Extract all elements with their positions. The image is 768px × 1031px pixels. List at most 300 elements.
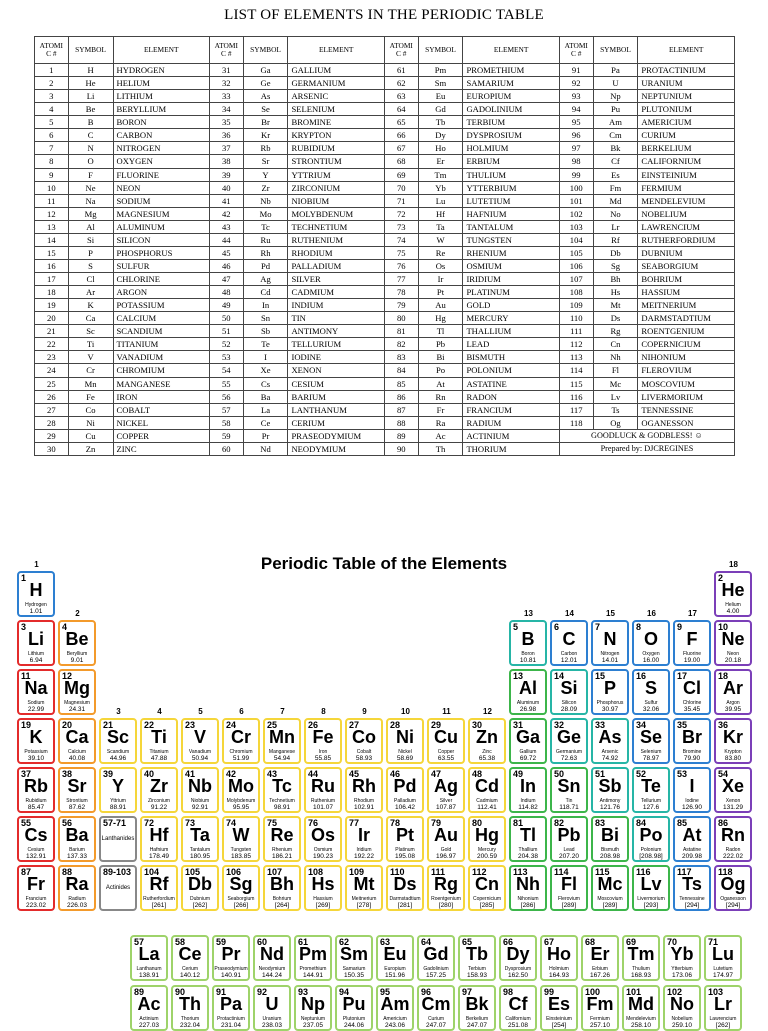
symbol: Cf <box>593 155 638 168</box>
atomic-number: 35 <box>209 116 243 129</box>
table-row <box>35 168 735 181</box>
element-cell-se[interactable] <box>632 718 670 764</box>
atomic-mass: 63.55 <box>437 755 455 762</box>
element-name: AMERICIUM <box>638 116 735 129</box>
element-cell-zr[interactable] <box>140 767 178 813</box>
atomic-number: 95 <box>559 116 593 129</box>
atomic-mass: 91.22 <box>150 804 168 811</box>
atomic-number: 39 <box>103 769 114 779</box>
element-cell-ru[interactable] <box>304 767 342 813</box>
table-row <box>35 286 735 299</box>
element-cell-ce[interactable] <box>171 935 209 981</box>
element-name: Tantalum <box>189 847 211 853</box>
element-cell-ds[interactable] <box>386 865 424 911</box>
element-symbol: Ba <box>65 825 89 845</box>
symbol: Fl <box>593 364 638 377</box>
element-name: Thorium <box>180 1016 200 1022</box>
element-cell-n[interactable] <box>591 620 629 666</box>
element-name: CHLORINE <box>113 273 209 286</box>
symbol: W <box>418 233 463 246</box>
element-cell-bh[interactable] <box>263 865 301 911</box>
element-name: Platinum <box>395 847 415 853</box>
element-cell-cl[interactable] <box>673 669 711 715</box>
element-name: Zirconium <box>148 798 170 804</box>
element-cell-cu[interactable] <box>427 718 465 764</box>
element-symbol: Yb <box>670 944 694 964</box>
element-name: ALUMINUM <box>113 220 209 233</box>
element-symbol: Ce <box>178 944 202 964</box>
element-cell-cm[interactable] <box>417 985 455 1031</box>
group-label-3: 3 <box>116 707 121 716</box>
atomic-number: 73 <box>384 220 418 233</box>
lanthanides-reference-cell[interactable] <box>99 816 137 862</box>
element-name: Radon <box>725 847 741 853</box>
actinides-reference-cell[interactable] <box>99 865 137 911</box>
symbol: Gd <box>418 103 463 116</box>
table-row <box>35 351 735 364</box>
element-cell-er[interactable] <box>581 935 619 981</box>
element-cell-w[interactable] <box>222 816 260 862</box>
atomic-mass: 164.93 <box>549 972 569 979</box>
element-cell-ni[interactable] <box>386 718 424 764</box>
atomic-number: 40 <box>209 181 243 194</box>
element-symbol: P <box>603 678 616 698</box>
symbol: Mn <box>68 377 113 390</box>
element-cell-o[interactable] <box>632 620 670 666</box>
element-cell-ca[interactable] <box>58 718 96 764</box>
element-name: BERKELIUM <box>638 142 735 155</box>
element-cell-th[interactable] <box>171 985 209 1031</box>
atomic-mass: 87.62 <box>68 804 86 811</box>
element-name: HOLMIUM <box>463 142 559 155</box>
element-cell-cs[interactable] <box>17 816 55 862</box>
element-symbol: Nd <box>260 944 284 964</box>
element-cell-k[interactable] <box>17 718 55 764</box>
element-cell-sn[interactable] <box>550 767 588 813</box>
element-cell-p[interactable] <box>591 669 629 715</box>
element-symbol: Cm <box>421 994 451 1014</box>
element-cell-kr[interactable] <box>714 718 752 764</box>
element-cell-fl[interactable] <box>550 865 588 911</box>
atomic-mass: 140.12 <box>180 972 200 979</box>
symbol: I <box>243 351 288 364</box>
element-name: POTASSIUM <box>113 299 209 312</box>
atomic-number: 85 <box>677 818 688 828</box>
symbol: Ta <box>418 220 463 233</box>
element-name: Lead <box>563 847 575 853</box>
element-cell-zn[interactable] <box>468 718 506 764</box>
element-name: Niobium <box>190 798 210 804</box>
element-cell-sc[interactable] <box>99 718 137 764</box>
element-name: Magnesium <box>64 700 90 706</box>
element-cell-co[interactable] <box>345 718 383 764</box>
element-cell-pb[interactable] <box>550 816 588 862</box>
element-cell-ne[interactable] <box>714 620 752 666</box>
element-cell-rh[interactable] <box>345 767 383 813</box>
atomic-mass: [269] <box>315 902 331 909</box>
table-header-row <box>35 37 735 64</box>
atomic-number: 27 <box>35 403 69 416</box>
element-cell-og[interactable] <box>714 865 752 911</box>
symbol: Re <box>418 246 463 259</box>
element-name: BERYLLIUM <box>113 103 209 116</box>
element-cell-md[interactable] <box>622 985 660 1031</box>
element-cell-bk[interactable] <box>458 985 496 1031</box>
atomic-mass: 244.06 <box>344 1022 364 1029</box>
element-cell-pu[interactable] <box>335 985 373 1031</box>
symbol: Po <box>418 364 463 377</box>
symbol: Cd <box>243 286 288 299</box>
element-cell-mg[interactable] <box>58 669 96 715</box>
element-name: HASSIUM <box>638 286 735 299</box>
atomic-mass: 258.10 <box>631 1022 651 1029</box>
element-symbol: Rh <box>352 776 376 796</box>
element-cell-ta[interactable] <box>181 816 219 862</box>
element-cell-v[interactable] <box>181 718 219 764</box>
element-cell-la[interactable] <box>130 935 168 981</box>
atomic-number: 75 <box>267 818 278 828</box>
atomic-number: 85 <box>384 377 418 390</box>
header-atomic-number: ATOMI C # <box>384 37 418 64</box>
element-cell-pd[interactable] <box>386 767 424 813</box>
table-row <box>35 246 735 259</box>
table-row <box>35 103 735 116</box>
atomic-number: 53 <box>677 769 688 779</box>
symbol: Mg <box>68 207 113 220</box>
element-cell-gd[interactable] <box>417 935 455 981</box>
atomic-number: 114 <box>559 364 593 377</box>
atomic-mass: 28.09 <box>560 706 578 713</box>
symbol: Sg <box>593 259 638 272</box>
atomic-number: 56 <box>209 390 243 403</box>
element-cell-mt[interactable] <box>345 865 383 911</box>
atomic-mass: 85.47 <box>27 804 45 811</box>
symbol: U <box>593 77 638 90</box>
element-symbol: Ca <box>65 727 89 747</box>
atomic-number: 67 <box>544 937 555 947</box>
atomic-number: 10 <box>35 181 69 194</box>
element-name: Ruthenium <box>310 798 336 804</box>
element-symbol: Sg <box>229 874 253 894</box>
element-name: Dysprosium <box>504 966 532 972</box>
element-cell-sm[interactable] <box>335 935 373 981</box>
atomic-mass: 232.04 <box>180 1022 200 1029</box>
element-symbol: Md <box>628 994 654 1014</box>
atomic-number: 94 <box>339 987 350 997</box>
element-cell-mn[interactable] <box>263 718 301 764</box>
element-symbol: Bk <box>465 994 489 1014</box>
element-cell-in[interactable] <box>509 767 547 813</box>
element-name: Copernicium <box>472 896 502 902</box>
element-cell-b[interactable] <box>509 620 547 666</box>
atomic-number: 4 <box>35 103 69 116</box>
element-cell-sr[interactable] <box>58 767 96 813</box>
element-cell-cf[interactable] <box>499 985 537 1031</box>
atomic-number: 110 <box>559 312 593 325</box>
element-name: ZINC <box>113 442 209 455</box>
element-cell-re[interactable] <box>263 816 301 862</box>
element-name: Manganese <box>268 749 296 755</box>
element-cell-ti[interactable] <box>140 718 178 764</box>
element-name: Hafnium <box>149 847 169 853</box>
group-label-17: 17 <box>688 609 697 618</box>
element-cell-tm[interactable] <box>622 935 660 981</box>
atomic-number: 38 <box>209 155 243 168</box>
element-name: Cobalt <box>356 749 372 755</box>
element-cell-be[interactable] <box>58 620 96 666</box>
element-cell-i[interactable] <box>673 767 711 813</box>
element-cell-si[interactable] <box>550 669 588 715</box>
symbol: Te <box>243 338 288 351</box>
element-cell-bi[interactable] <box>591 816 629 862</box>
element-cell-os[interactable] <box>304 816 342 862</box>
element-symbol: Mg <box>64 678 90 698</box>
element-cell-tc[interactable] <box>263 767 301 813</box>
element-symbol: Db <box>188 874 212 894</box>
atomic-number: 43 <box>267 769 278 779</box>
element-name: Technetium <box>269 798 295 804</box>
symbol: Pt <box>418 286 463 299</box>
element-name: Meitnerium <box>351 896 377 902</box>
element-cell-mo[interactable] <box>222 767 260 813</box>
element-cell-he[interactable] <box>714 571 752 617</box>
element-symbol: Co <box>352 727 376 747</box>
element-cell-c[interactable] <box>550 620 588 666</box>
element-cell-u[interactable] <box>253 985 291 1031</box>
atomic-mass: 35.45 <box>683 706 701 713</box>
element-name: Nihonium <box>517 896 539 902</box>
element-cell-sb[interactable] <box>591 767 629 813</box>
element-cell-nd[interactable] <box>253 935 291 981</box>
element-cell-br[interactable] <box>673 718 711 764</box>
atomic-number: 33 <box>595 720 606 730</box>
element-cell-yb[interactable] <box>663 935 701 981</box>
element-cell-y[interactable] <box>99 767 137 813</box>
element-cell-te[interactable] <box>632 767 670 813</box>
element-cell-fr[interactable] <box>17 865 55 911</box>
element-name: HELIUM <box>113 77 209 90</box>
element-cell-ac[interactable] <box>130 985 168 1031</box>
atomic-mass: 222.02 <box>723 853 743 860</box>
element-name: NIHONIUM <box>638 351 735 364</box>
element-name: DARMSTADTIUM <box>638 312 735 325</box>
atomic-number: 77 <box>349 818 360 828</box>
element-cell-rn[interactable] <box>714 816 752 862</box>
atomic-number: 20 <box>62 720 73 730</box>
element-cell-rf[interactable] <box>140 865 178 911</box>
element-cell-es[interactable] <box>540 985 578 1031</box>
element-name: Yttrium <box>110 798 126 804</box>
element-cell-pa[interactable] <box>212 985 250 1031</box>
element-cell-sg[interactable] <box>222 865 260 911</box>
atomic-number: 3 <box>21 622 27 632</box>
atomic-number: 88 <box>384 416 418 429</box>
atomic-number: 31 <box>513 720 524 730</box>
atomic-number: 98 <box>559 155 593 168</box>
element-cell-pr[interactable] <box>212 935 250 981</box>
element-cell-tl[interactable] <box>509 816 547 862</box>
element-cell-ho[interactable] <box>540 935 578 981</box>
element-cell-am[interactable] <box>376 985 414 1031</box>
atomic-number: 113 <box>559 351 593 364</box>
element-cell-ir[interactable] <box>345 816 383 862</box>
atomic-number: 40 <box>144 769 155 779</box>
element-cell-ts[interactable] <box>673 865 711 911</box>
element-symbol: Ne <box>721 629 745 649</box>
symbol: In <box>243 299 288 312</box>
element-cell-dy[interactable] <box>499 935 537 981</box>
element-cell-no[interactable] <box>663 985 701 1031</box>
element-cell-rb[interactable] <box>17 767 55 813</box>
element-name: CALCIUM <box>113 312 209 325</box>
atomic-number: 93 <box>559 90 593 103</box>
atomic-number: 68 <box>585 937 596 947</box>
element-cell-ge[interactable] <box>550 718 588 764</box>
element-name: Mendelevium <box>626 1016 656 1022</box>
element-cell-mc[interactable] <box>591 865 629 911</box>
element-cell-np[interactable] <box>294 985 332 1031</box>
element-name: CHROMIUM <box>113 364 209 377</box>
element-name: GALLIUM <box>288 64 384 77</box>
element-cell-cr[interactable] <box>222 718 260 764</box>
element-cell-pm[interactable] <box>294 935 332 981</box>
atomic-mass: [294] <box>725 902 741 909</box>
atomic-number: 90 <box>175 987 186 997</box>
element-cell-ga[interactable] <box>509 718 547 764</box>
atomic-mass: 78.97 <box>642 755 660 762</box>
element-symbol: Tm <box>627 944 655 964</box>
atomic-number: 81 <box>513 818 524 828</box>
atomic-mass: 132.91 <box>26 853 46 860</box>
element-cell-au[interactable] <box>427 816 465 862</box>
element-cell-tb[interactable] <box>458 935 496 981</box>
atomic-number: 59 <box>209 429 243 442</box>
element-cell-as[interactable] <box>591 718 629 764</box>
element-cell-ra[interactable] <box>58 865 96 911</box>
element-cell-lu[interactable] <box>704 935 742 981</box>
element-cell-xe[interactable] <box>714 767 752 813</box>
atomic-number: 10 <box>718 622 729 632</box>
group-label-9: 9 <box>362 707 367 716</box>
element-cell-hs[interactable] <box>304 865 342 911</box>
element-symbol: Hs <box>311 874 335 894</box>
symbol: Ne <box>68 181 113 194</box>
element-cell-at[interactable] <box>673 816 711 862</box>
atomic-number: 80 <box>384 312 418 325</box>
element-name: NITROGEN <box>113 142 209 155</box>
atomic-number: 104 <box>144 867 160 877</box>
element-cell-ag[interactable] <box>427 767 465 813</box>
atomic-number: 103 <box>559 220 593 233</box>
element-cell-ar[interactable] <box>714 669 752 715</box>
element-cell-cd[interactable] <box>468 767 506 813</box>
header-element: ELEMENT <box>288 37 384 64</box>
atomic-number: 9 <box>677 622 683 632</box>
element-cell-cn[interactable] <box>468 865 506 911</box>
symbol: Rf <box>593 233 638 246</box>
atomic-number: 44 <box>308 769 319 779</box>
element-cell-s[interactable] <box>632 669 670 715</box>
atomic-number: 82 <box>554 818 565 828</box>
header-element: ELEMENT <box>113 37 209 64</box>
element-cell-nh[interactable] <box>509 865 547 911</box>
atomic-number: 21 <box>35 325 69 338</box>
atomic-mass: 178.49 <box>149 853 169 860</box>
element-name: Sulfur <box>644 700 658 706</box>
atomic-number: 24 <box>226 720 237 730</box>
element-symbol: Zn <box>476 727 498 747</box>
atomic-mass: 26.98 <box>519 706 537 713</box>
element-cell-ba[interactable] <box>58 816 96 862</box>
element-cell-fe[interactable] <box>304 718 342 764</box>
atomic-mass: 223.02 <box>26 902 46 909</box>
atomic-mass: 22.99 <box>27 706 45 713</box>
atomic-number: 81 <box>384 325 418 338</box>
element-cell-h[interactable] <box>17 571 55 617</box>
atomic-number: 51 <box>595 769 606 779</box>
element-cell-pt[interactable] <box>386 816 424 862</box>
element-name: MENDELEVIUM <box>638 194 735 207</box>
atomic-number: 32 <box>209 77 243 90</box>
atomic-mass: [254] <box>551 1022 567 1029</box>
symbol: Ir <box>418 273 463 286</box>
header-symbol: SYMBOL <box>593 37 638 64</box>
element-cell-rg[interactable] <box>427 865 465 911</box>
atomic-number: 42 <box>209 207 243 220</box>
element-cell-al[interactable] <box>509 669 547 715</box>
element-cell-fm[interactable] <box>581 985 619 1031</box>
atomic-number: 95 <box>380 987 391 997</box>
element-cell-li[interactable] <box>17 620 55 666</box>
atomic-mass: 58.69 <box>396 755 414 762</box>
element-name: FLUORINE <box>113 168 209 181</box>
element-cell-po[interactable] <box>632 816 670 862</box>
element-cell-f[interactable] <box>673 620 711 666</box>
element-name: Ytterbium <box>671 966 693 972</box>
element-cell-na[interactable] <box>17 669 55 715</box>
element-symbol: Ti <box>151 727 167 747</box>
atomic-number: 11 <box>21 671 31 681</box>
element-name: NEPTUNIUM <box>638 90 735 103</box>
atomic-number: 99 <box>544 987 555 997</box>
element-name: YTTRIUM <box>288 168 384 181</box>
element-cell-hf[interactable] <box>140 816 178 862</box>
element-name: TECHNETIUM <box>288 220 384 233</box>
element-name: Terbium <box>468 966 486 972</box>
element-name: RHODIUM <box>288 246 384 259</box>
element-symbol: He <box>721 580 745 600</box>
element-cell-lr[interactable] <box>704 985 742 1031</box>
atomic-mass: 190.23 <box>313 853 333 860</box>
element-cell-db[interactable] <box>181 865 219 911</box>
atomic-mass: 32.06 <box>642 706 660 713</box>
element-name: Beryllium <box>66 651 88 657</box>
group-label-2: 2 <box>75 609 80 618</box>
atomic-mass: 192.22 <box>354 853 374 860</box>
symbol: Cr <box>68 364 113 377</box>
atomic-number: 63 <box>380 937 391 947</box>
element-cell-nb[interactable] <box>181 767 219 813</box>
element-symbol: Cr <box>230 727 251 747</box>
element-cell-lv[interactable] <box>632 865 670 911</box>
element-cell-hg[interactable] <box>468 816 506 862</box>
element-name: Nitrogen <box>600 651 620 657</box>
atomic-number: 46 <box>209 259 243 272</box>
table-row <box>35 220 735 233</box>
element-name: NEON <box>113 181 209 194</box>
element-cell-eu[interactable] <box>376 935 414 981</box>
series-label: Actinides <box>105 885 131 891</box>
